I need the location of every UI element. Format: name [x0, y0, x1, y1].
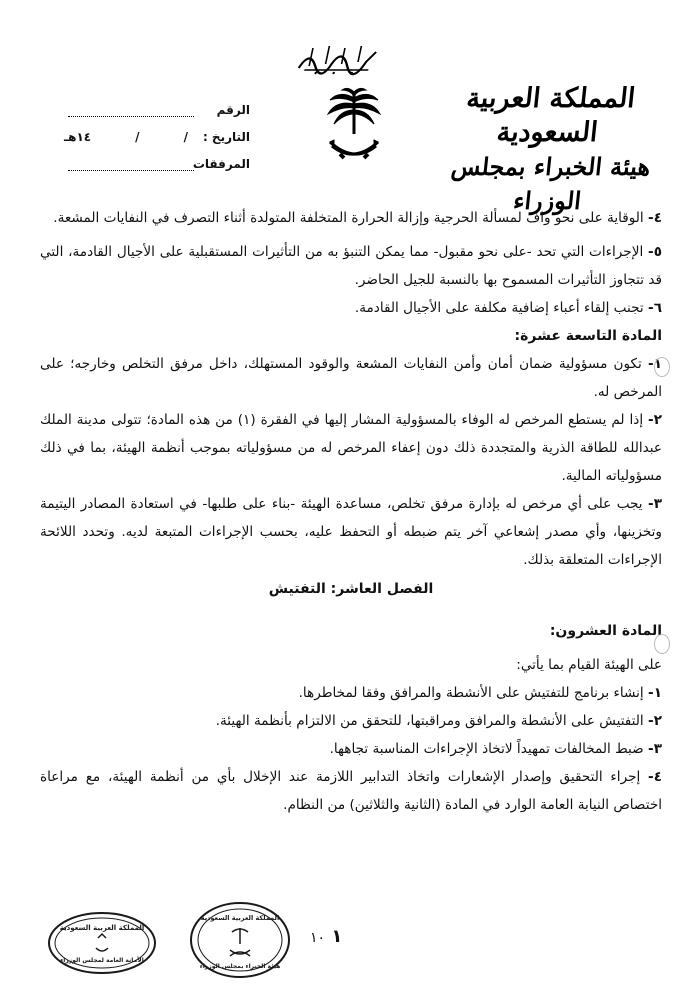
item-number: ١- — [648, 356, 662, 372]
list-item — [40, 707, 662, 735]
date-month-sep: / — [135, 130, 140, 144]
item-text: الوقاية على نحو واف لمسألة الحرجية وإزالة الحرارة المتخلفة المتولدة أثناء التصرف في النفايات المشعة. — [53, 210, 644, 226]
stamp-left-line1: المملكة العربية السعودية — [59, 924, 145, 932]
punch-hole — [654, 634, 670, 654]
date-label: التاريخ : — [202, 130, 250, 144]
item-number: ٢- — [648, 713, 662, 729]
ref-line — [68, 104, 194, 117]
list-item — [40, 735, 662, 763]
list-item — [40, 294, 662, 322]
initial-mark: ١ — [331, 926, 343, 947]
stamp-right-line2: هيئة الخبراء بمجلس الوزراء — [199, 963, 281, 970]
item-text: إجراء التحقيق وإصدار الإشعارات واتخاذ التدابير اللازمة عند الإخلال بأي من أنظمة الهيئة، مع مراعاة اختصاص النيابة العامة الوارد في المادة (الثانية والثلاثين) من النظام. — [40, 769, 662, 813]
list-item — [40, 350, 662, 406]
page-number-value: ١٠ — [310, 930, 326, 946]
list-item — [40, 406, 662, 490]
basmala-glyph — [293, 42, 382, 76]
kingdom-name: المملكة العربية السعودية — [464, 83, 637, 148]
list-item — [40, 490, 662, 574]
item-number: ٣- — [648, 496, 662, 512]
authority-name: هيئة الخبراء بمجلس الوزراء — [449, 152, 652, 215]
official-stamp-right — [188, 900, 292, 980]
article-20-heading: المادة العشرون: — [549, 623, 662, 639]
article-19-heading: المادة التاسعة عشرة: — [514, 328, 662, 344]
item-text: ضبط المخالفات تمهيداً لاتخاذ الإجراءات المناسبة تجاهها. — [329, 741, 644, 757]
basmala-calligraphy — [292, 42, 383, 82]
letterhead-title — [424, 82, 674, 218]
document-meta-block — [62, 90, 250, 171]
item-text: إذا لم يستطع المرخص له الوفاء بالمسؤولية المشار إليها في الفقرة (١) من هذه المادة؛ تتولى مدينة الملك عبدالله للطاقة الذرية والمتجددة ذلك دون إعفاء المرخص له من مسؤولياته بموجب أنظمة الهيئة، بما في ذلك مسؤولياته المالية. — [40, 412, 662, 484]
attachments-row — [62, 144, 250, 171]
document-body — [40, 204, 662, 819]
article-20-intro: على الهيئة القيام بما يأتي: — [516, 657, 662, 673]
stamp-emblem-icon — [96, 934, 108, 951]
item-number: ٢- — [648, 412, 662, 428]
list-item — [40, 679, 662, 707]
date-year-suffix: ١٤هـ — [64, 130, 92, 144]
ref-row — [62, 90, 250, 117]
stamp-right-line1: المملكة العربية السعودية — [200, 914, 280, 922]
item-number: ١- — [648, 685, 662, 701]
item-text: التفتيش على الأنشطة والمرافق ومراقبتها، للتحقق من الالتزام بأنظمة الهيئة. — [215, 713, 644, 729]
palm-swords-emblem-icon — [326, 84, 382, 172]
list-item — [40, 763, 662, 819]
item-number: ٦- — [648, 300, 662, 316]
chapter-10-heading: الفصل العاشر: التفتيش — [268, 581, 434, 597]
attachments-line — [68, 158, 194, 171]
item-text: الإجراءات التي تحد -على نحو مقبول- مما يمكن التنبؤ به من التأثيرات المستقبلية على الأجيال القادمة، التي قد تتجاوز التأثيرات المسموح بها بالنسبة للجيل الحاضر. — [40, 244, 662, 288]
stamp-emblem-icon — [230, 928, 250, 956]
official-stamp-left — [46, 910, 158, 976]
date-row — [62, 117, 250, 144]
attachments-label: المرفقات — [192, 157, 250, 171]
item-text: تكون مسؤولية ضمان أمان وأمن النفايات المشعة والوقود المستهلك، داخل مرفق التخلص وخارجه؛ على المرخص له. — [40, 356, 662, 400]
date-day-sep: / — [183, 130, 188, 144]
item-text: إنشاء برنامج للتفتيش على الأنشطة والمرافق وفقا لمخاطرها. — [298, 685, 644, 701]
ref-label: الرقم — [216, 103, 250, 117]
item-text: تجنب إلقاء أعباء إضافية مكلفة على الأجيال القادمة. — [354, 300, 644, 316]
list-item — [40, 204, 662, 232]
item-number: ٥- — [648, 244, 663, 260]
item-text: يجب على أي مرخص له بإدارة مرفق تخلص، مساعدة الهيئة -بناء على طلبها- في استعادة المصادر اليتيمة وتخزينها، وأي مصدر إشعاعي آخر يتم ضبطه أو التحفظ عليه، بحسب الإجراءات المتبعة لديه. وتحدد اللائحة الإجراءات المتعلقة بذلك. — [40, 496, 662, 568]
list-item — [40, 238, 662, 294]
item-number: ٤- — [648, 210, 662, 226]
date-value — [62, 130, 194, 144]
page-number — [310, 926, 342, 947]
punch-hole — [654, 357, 670, 377]
item-number: ٣- — [648, 741, 662, 757]
item-number: ٤- — [648, 769, 662, 785]
stamp-left-line2: الأمانة العامة لمجلس الوزراء — [60, 957, 144, 964]
